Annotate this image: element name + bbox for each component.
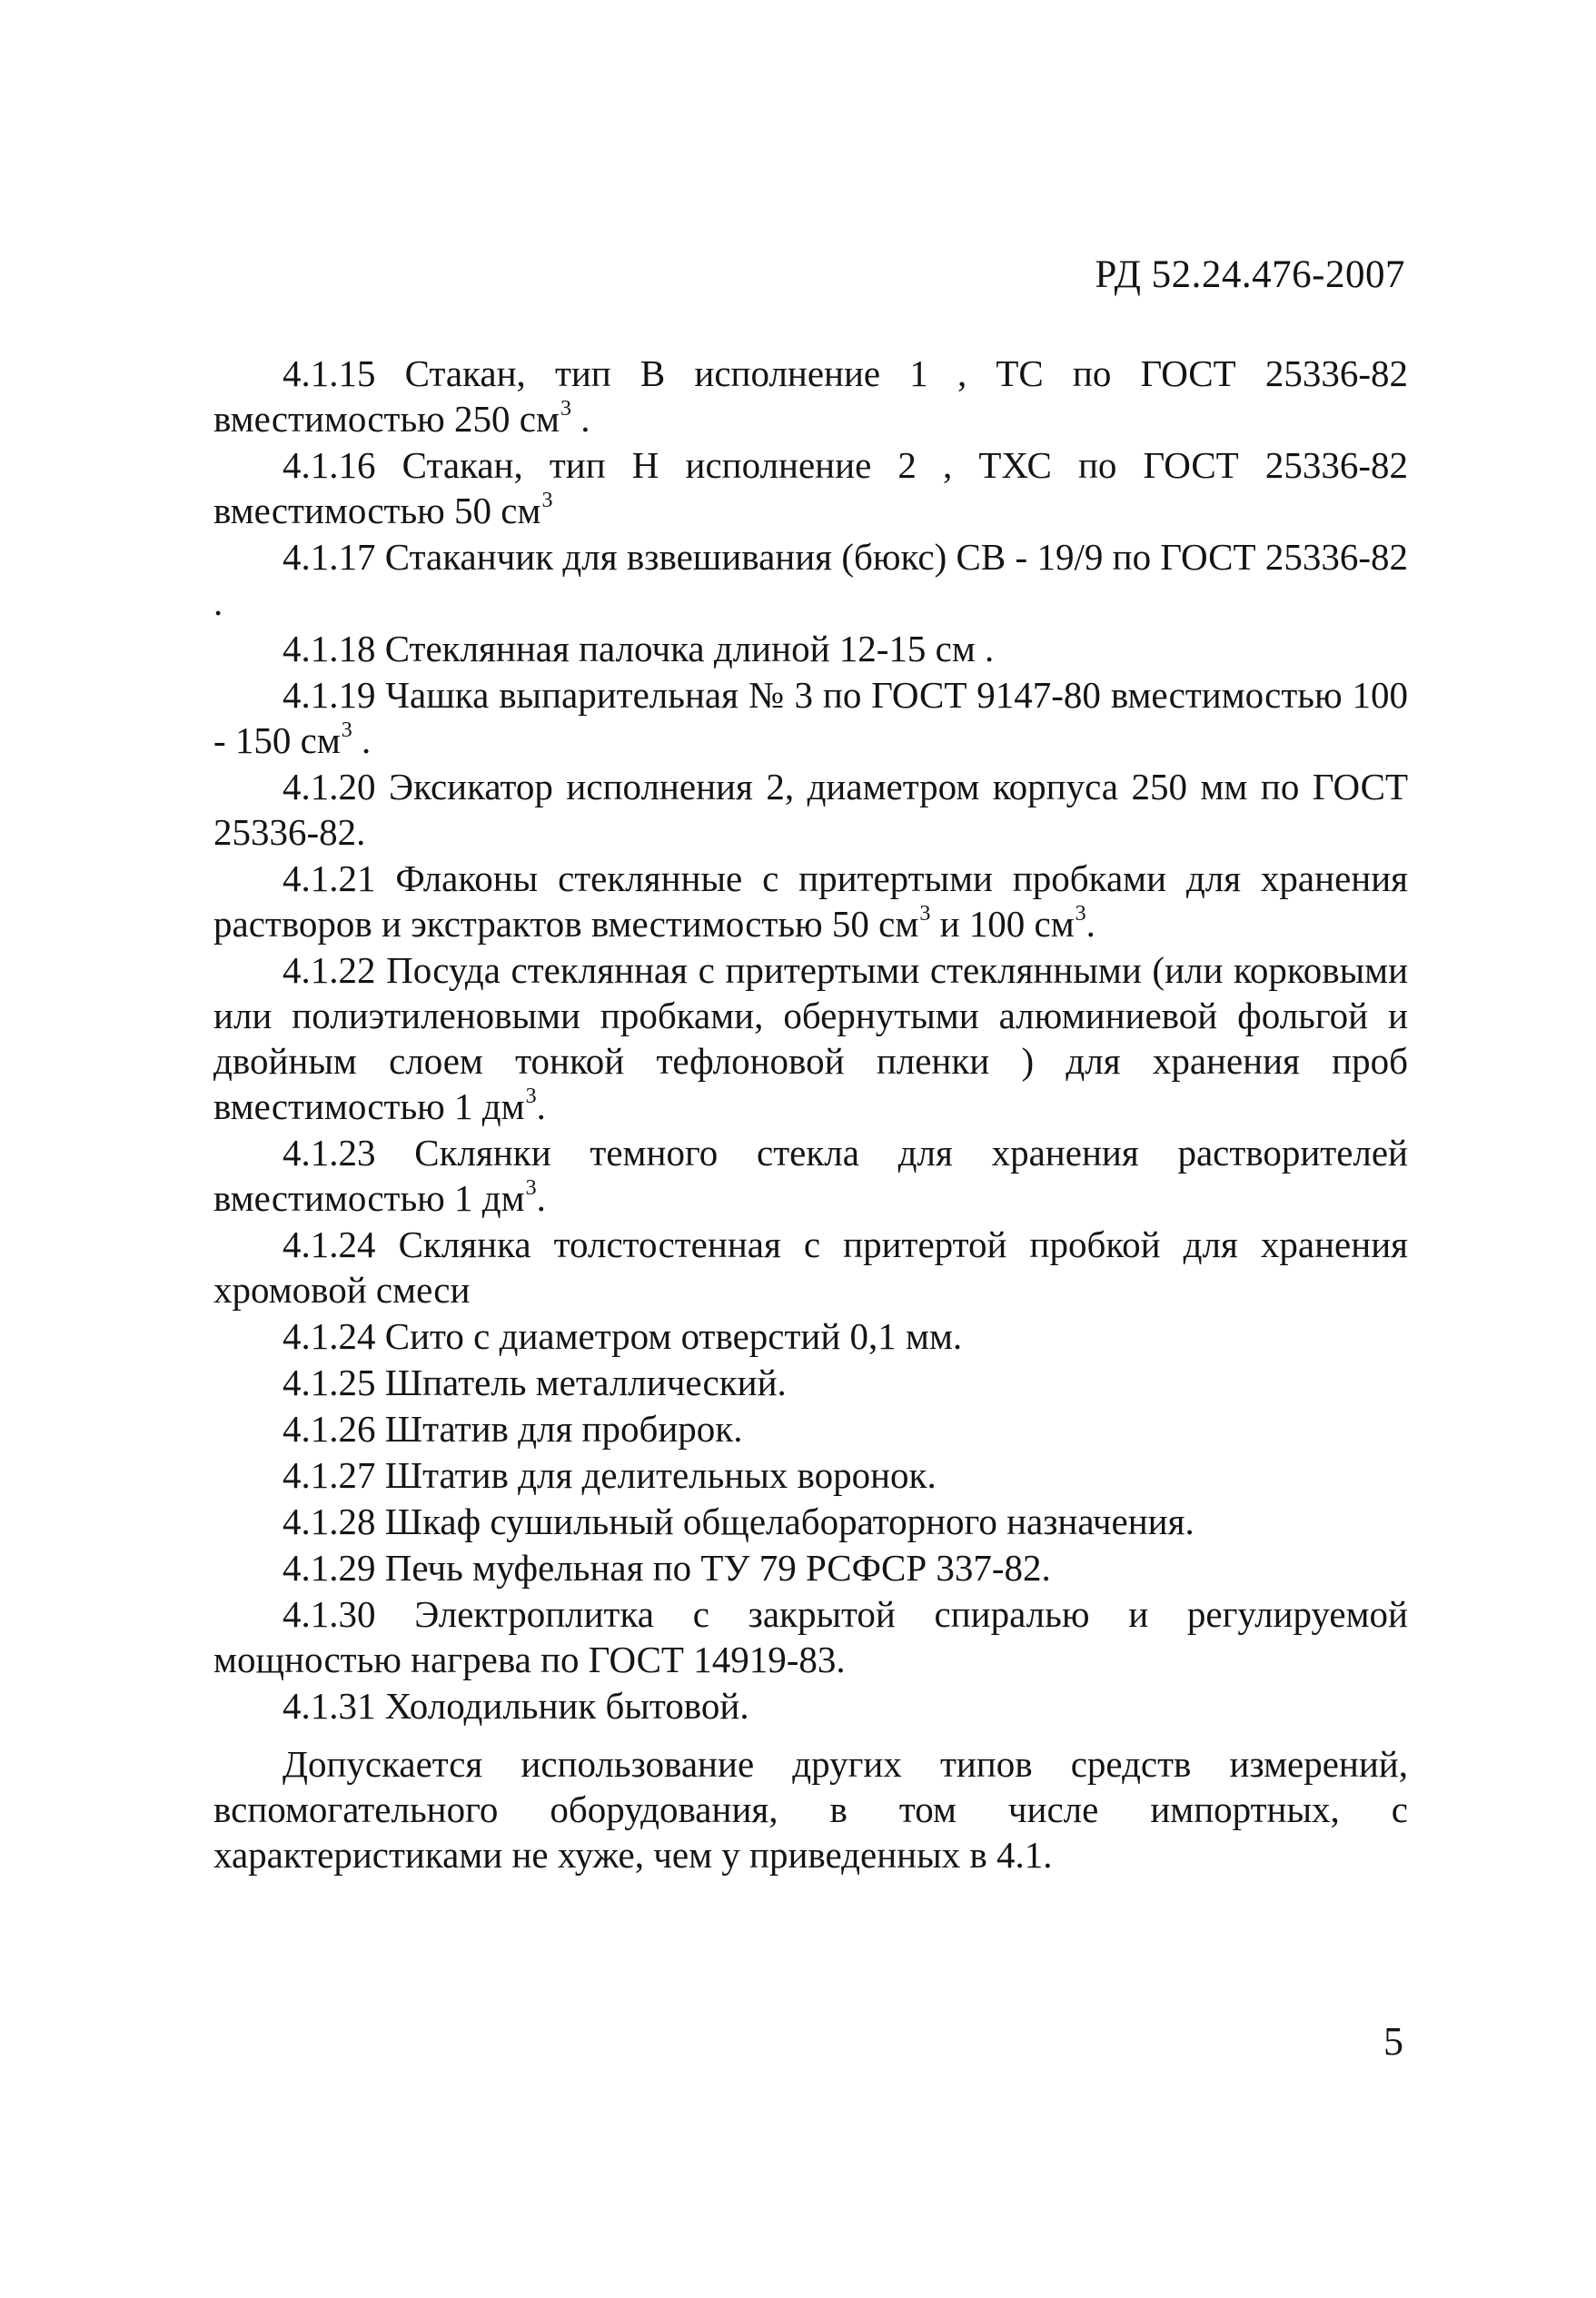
list-item <box>213 1683 1408 1728</box>
item-text: Стакан, тип В исполнение 1 , ТС по ГОСТ 25336-82 вместимостью 250 см <box>213 352 1409 440</box>
item-text: Стеклянная палочка длиной 12-15 см . <box>384 628 995 669</box>
list-item <box>213 764 1408 855</box>
item-text: Холодильник бытовой. <box>384 1685 749 1727</box>
item-superscript: 3 <box>541 489 553 512</box>
item-number: 4.1.27 <box>283 1454 376 1496</box>
item-text: Стаканчик для взвешивания (бюкс) СВ - 19/9 по ГОСТ 25336-82 . <box>213 536 1408 623</box>
item-superscript: 3 <box>341 718 352 742</box>
equipment-list <box>213 351 1408 1877</box>
item-number: 4.1.21 <box>283 857 376 899</box>
item-number: 4.1.31 <box>283 1685 376 1727</box>
item-superscript: 3 <box>560 397 571 421</box>
list-item <box>213 1313 1408 1359</box>
item-number: 4.1.20 <box>283 766 376 807</box>
item-text: Шкаф сушильный общелабораторного назначения. <box>384 1501 1195 1542</box>
item-text-tail: . <box>352 719 372 761</box>
list-item <box>213 1591 1408 1682</box>
document-code: РД 52.24.476-2007 <box>1095 253 1405 296</box>
item-text: Флаконы стеклянные с притертыми пробками для хранения растворов и экстрактов вместимостью 50 см <box>213 857 1409 945</box>
item-number: 4.1.24 <box>283 1223 376 1265</box>
item-text-tail: . <box>1085 903 1095 945</box>
list-item <box>213 1406 1408 1451</box>
item-superscript: 3 <box>525 1176 537 1200</box>
list-item <box>213 1452 1408 1498</box>
item-text-tail: . <box>536 1085 546 1127</box>
item-number: 4.1.26 <box>283 1408 376 1450</box>
list-item <box>213 442 1408 533</box>
item-text: Шпатель металлический. <box>384 1362 787 1403</box>
item-text: Штатив для делительных воронок. <box>384 1454 937 1496</box>
list-item <box>213 1360 1408 1405</box>
item-text-tail: . <box>536 1177 546 1219</box>
list-item <box>213 351 1408 441</box>
item-number: 4.1.22 <box>283 949 376 991</box>
item-number: 4.1.18 <box>283 628 376 669</box>
list-item <box>213 1499 1408 1544</box>
item-text: Электроплитка с закрытой спиралью и регулируемой мощностью нагрева по ГОСТ 14919-83. <box>213 1593 1408 1680</box>
item-number: 4.1.15 <box>283 352 376 394</box>
item-number: 4.1.29 <box>283 1547 376 1589</box>
item-superscript: 3 <box>1075 902 1086 926</box>
item-superscript: 3 <box>919 902 931 926</box>
item-number: 4.1.25 <box>283 1362 376 1403</box>
item-number: 4.1.28 <box>283 1501 376 1542</box>
list-item <box>213 534 1408 625</box>
list-item <box>213 1222 1408 1312</box>
item-number: 4.1.17 <box>283 536 376 578</box>
list-item <box>213 947 1408 1129</box>
item-number: 4.1.24 <box>283 1315 376 1357</box>
item-number: 4.1.16 <box>283 444 376 486</box>
list-item <box>213 856 1408 946</box>
item-text: Посуда стеклянная с притертыми стеклянными (или корковыми или полиэтиленовыми пробками, обернутыми алюминиевой фольгой и двойным слоем тонкой тефлоновой пленки ) для хранения проб вместимостью 1 дм <box>213 949 1409 1127</box>
item-text: Печь муфельная по ТУ 79 РСФСР 337-82. <box>384 1547 1051 1589</box>
page-number: 5 <box>1383 2019 1403 2064</box>
item-number: 4.1.19 <box>283 674 376 716</box>
item-text-tail: . <box>570 398 590 440</box>
item-number: 4.1.30 <box>283 1593 376 1635</box>
list-item <box>213 1545 1408 1590</box>
item-text: Штатив для пробирок. <box>384 1408 743 1450</box>
item-text: Сито с диаметром отверстий 0,1 мм. <box>384 1315 963 1357</box>
list-item <box>213 1130 1408 1221</box>
item-text: Стакан, тип Н исполнение 2 , ТХС по ГОСТ 25336-82 вместимостью 50 см <box>213 444 1408 531</box>
item-text: Эксикатор исполнения 2, диаметром корпуса 250 мм по ГОСТ 25336-82. <box>213 766 1409 853</box>
item-superscript: 3 <box>525 1085 537 1108</box>
list-item <box>213 672 1408 763</box>
item-text-tail: и 100 см <box>930 903 1075 945</box>
item-text: Склянки темного стекла для хранения растворителей вместимостью 1 дм <box>213 1132 1409 1219</box>
item-text: Чашка выпарительная № 3 по ГОСТ 9147-80 вместимостью 100 - 150 см <box>213 674 1408 761</box>
note-paragraph: Допускается использование других типов средств измерений, вспомогательного оборудования, в том числе импортных, с характеристиками не хуже, чем у приведенных в 4.1. <box>213 1743 1408 1876</box>
item-number: 4.1.23 <box>283 1132 376 1174</box>
item-text: Склянка толстостенная с притертой пробкой для хранения хромовой смеси <box>213 1223 1408 1311</box>
list-item <box>213 626 1408 671</box>
